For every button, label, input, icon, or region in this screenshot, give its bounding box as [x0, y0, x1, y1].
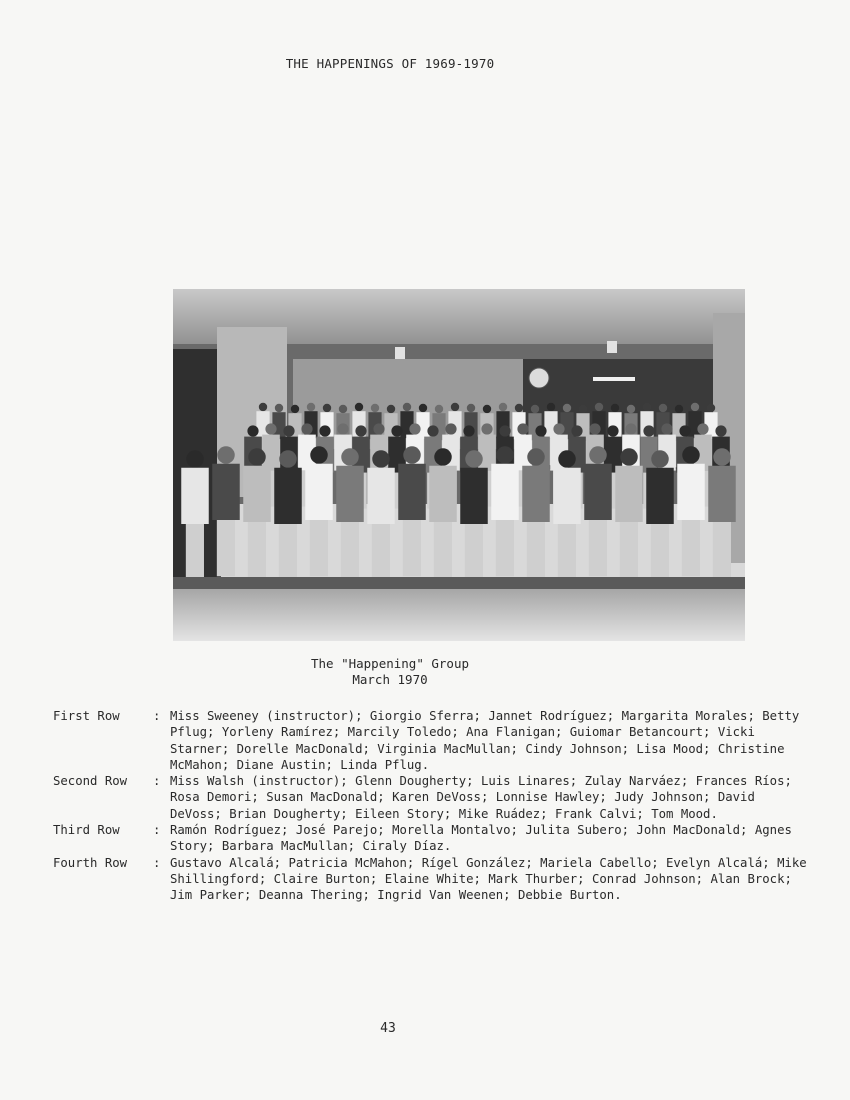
row-label: Third Row	[53, 823, 120, 838]
caption-date: March 1970	[352, 672, 428, 687]
row-separator: :	[153, 823, 161, 838]
photo-caption	[290, 656, 490, 688]
row-fourth	[53, 855, 813, 904]
row-second	[53, 773, 813, 822]
row-third	[53, 822, 813, 855]
row-names: Miss Walsh (instructor); Glenn Dougherty; Luis Linares; Zulay Narváez; Frances Ríos; Rosa Demori; Susan MacDonald; Karen DeVoss; Lonnise Hawley; Judy Johnson; David DeVoss; Brian Dougherty; Eileen Story; Mike Ruádez; Frank Calvi; Tom Mood.	[170, 774, 792, 821]
page-number: 43	[380, 1021, 396, 1036]
row-label: First Row	[53, 709, 120, 723]
row-names: Gustavo Alcalá; Patricia McMahon; Rígel González; Mariela Cabello; Evelyn Alcalá; Mike Shillingford; Claire Burton; Elaine White; Mark Thurber; Conrad Johnson; Alan Brock; Jim Parker; Deanna Thering; Ingrid Van Weenen; Debbie Burton.	[170, 855, 807, 903]
row-label: Fourth Row	[53, 855, 128, 870]
row-label: Second Row	[53, 774, 128, 789]
row-separator: :	[153, 855, 161, 870]
row-separator: :	[153, 774, 161, 789]
group-photo	[173, 289, 745, 641]
row-names: Ramón Rodríguez; José Parejo; Morella Montalvo; Julita Subero; John MacDonald; Agnes Story; Barbara MacMullan; Ciraly Díaz.	[170, 823, 792, 854]
row-separator: :	[153, 709, 161, 723]
row-names: Miss Sweeney (instructor); Giorgio Sferra; Jannet Rodríguez; Margarita Morales; Betty Pflug; Yorleny Ramírez; Marcily Toledo; Ana Flanigan; Guiomar Betancourt; Vicki Starner; Dorelle MacDonald; Virginia MacMullan; Cindy Johnson; Lisa Mood; Christine McMahon; Diane Austin; Linda Pflug.	[170, 709, 800, 772]
caption-title: The "Happening" Group	[310, 656, 470, 671]
row-list	[53, 708, 813, 904]
row-first	[53, 708, 813, 773]
group-photo-image	[173, 289, 745, 641]
page-title: THE HAPPENINGS OF 1969-1970	[285, 56, 495, 71]
